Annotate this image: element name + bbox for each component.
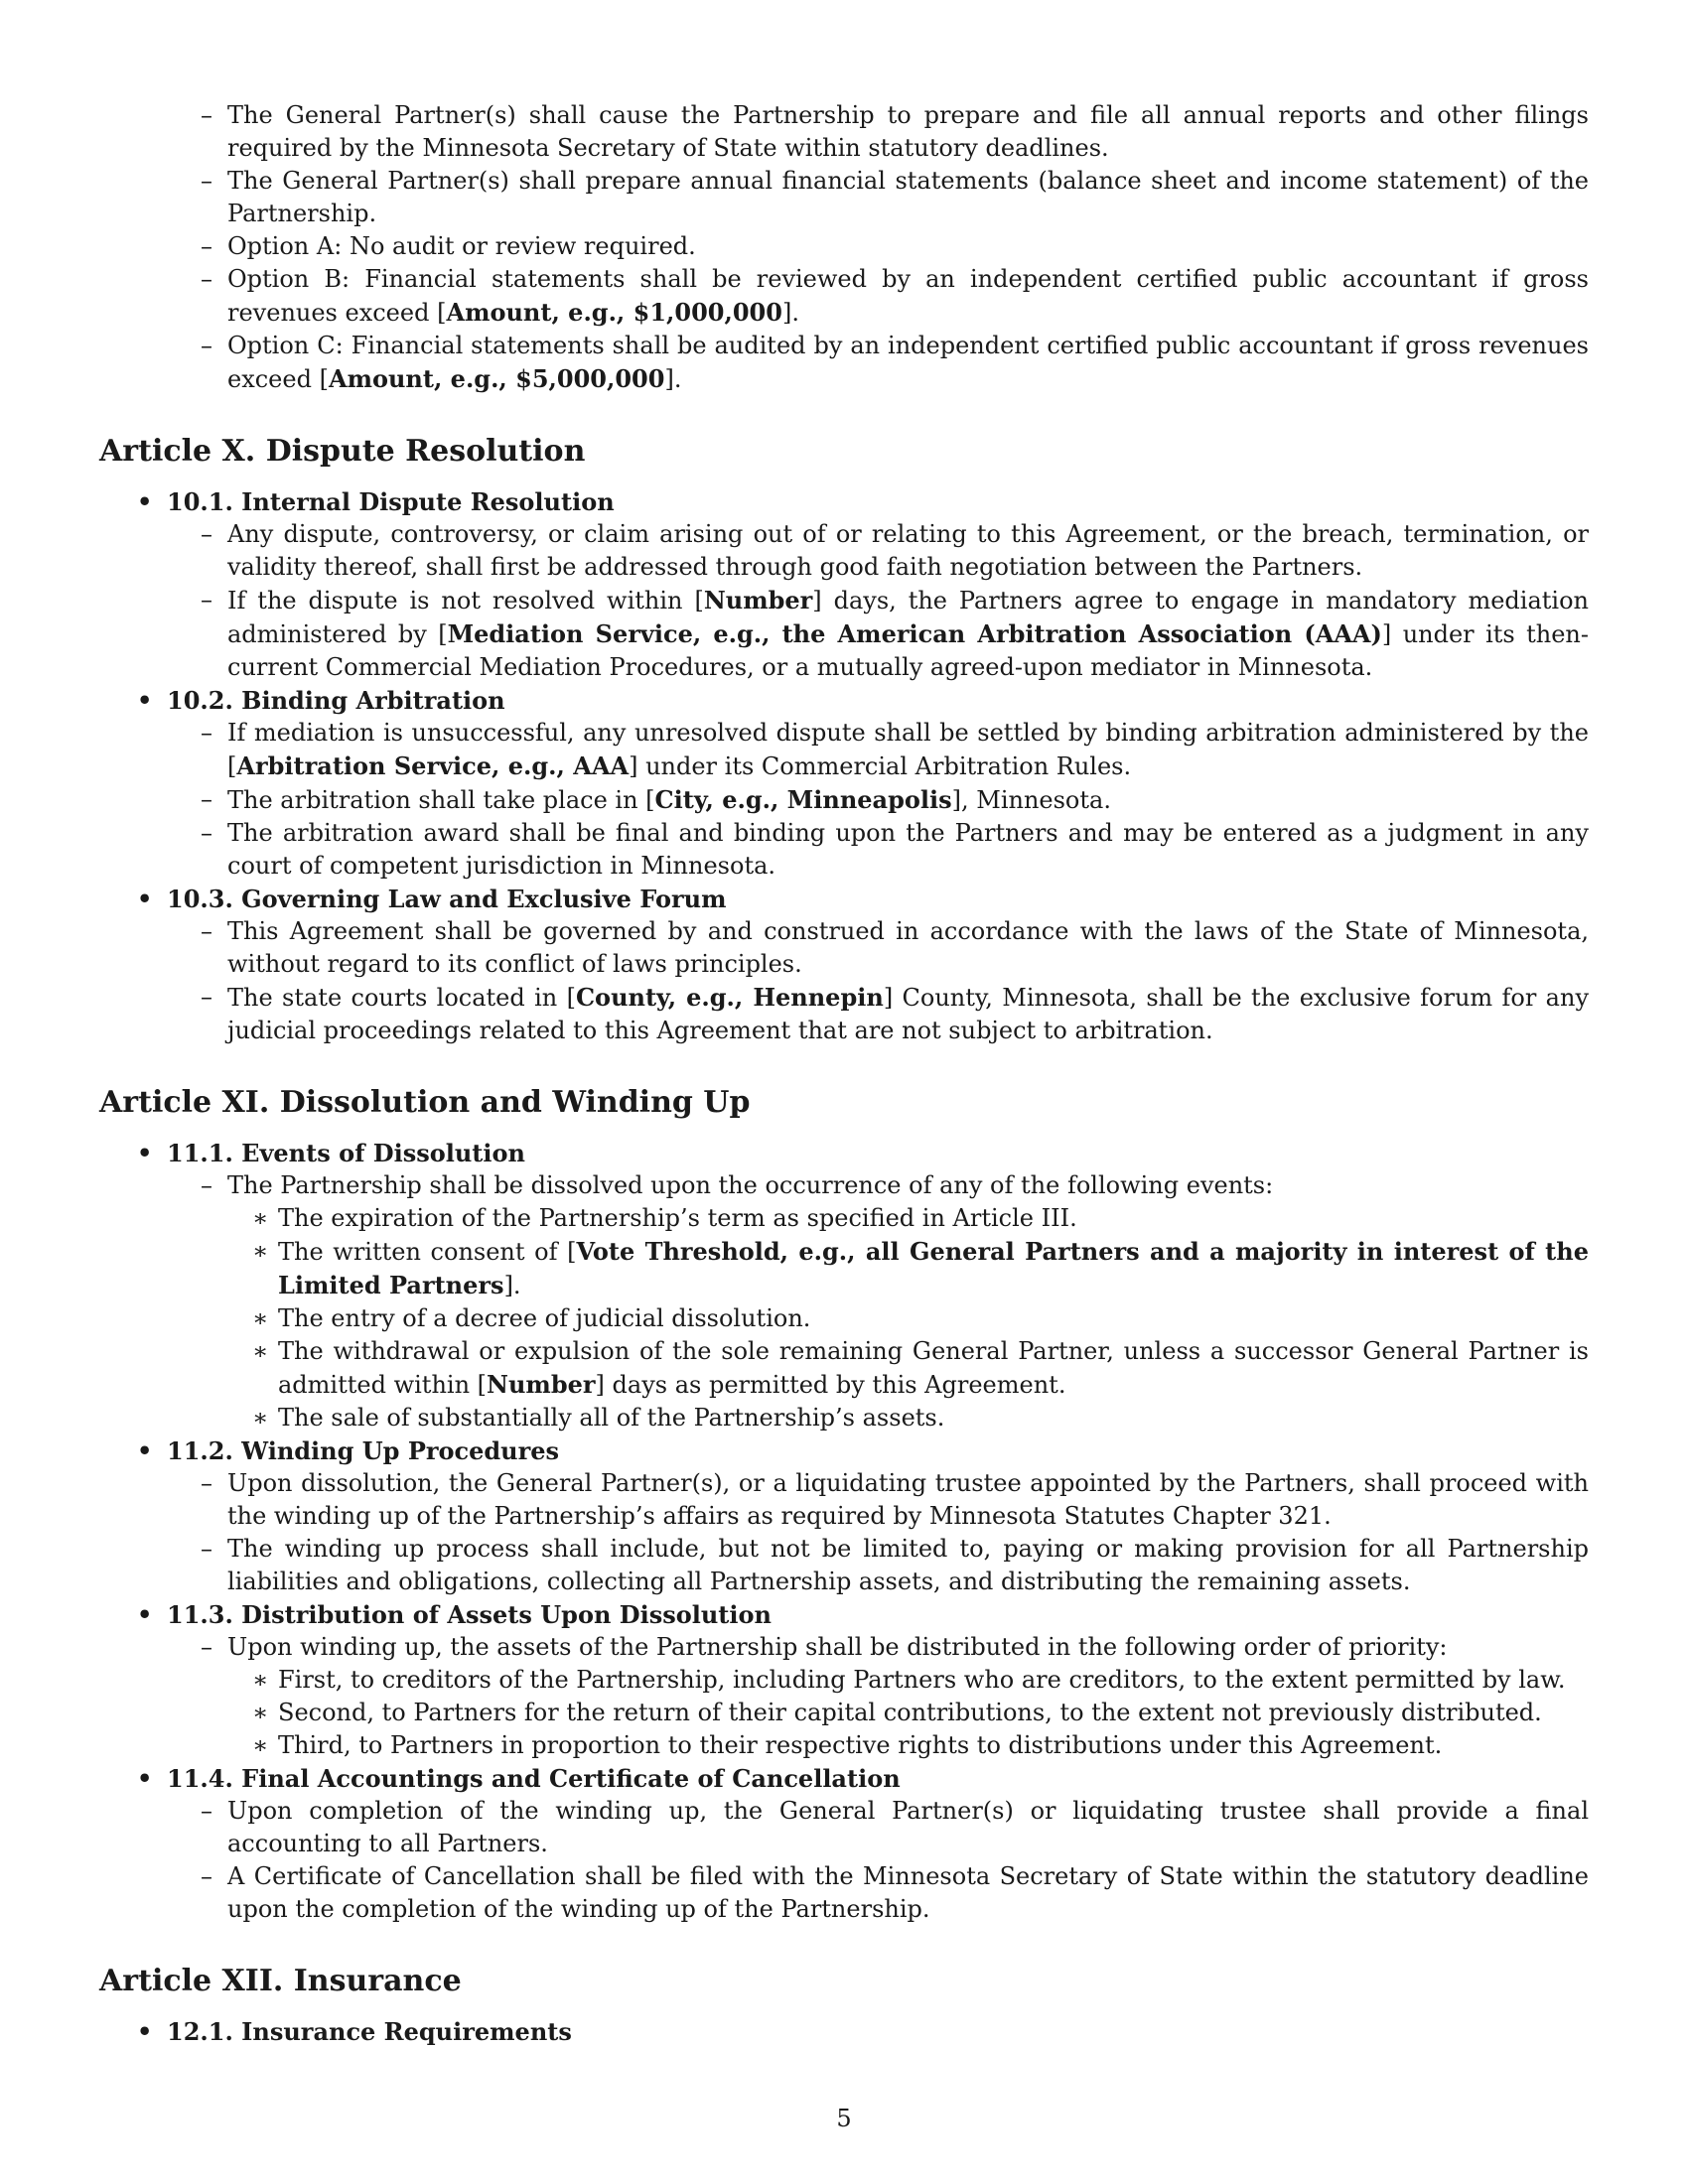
list-item: – Option B: Financial statements shall be reviewed by an independent certified public accountant if gross revenues exceed [Amount, e.g., $1,000,000].	[99, 263, 1589, 330]
list-item: – If the dispute is not resolved within [Number] days, the Partners agree to engage in mandatory mediation administered by [Mediation Service, e.g., the American Arbitration Association (AAA)] under its then-current Commercial Mediation Procedures, or a mutually agreed-upon mediator in Minnesota.	[99, 584, 1589, 684]
article-11-heading: Article XI. Dissolution and Winding Up	[99, 1085, 751, 1120]
list-item: ∗ The withdrawal or expulsion of the sole remaining General Partner, unless a successor General Partner is admitted within [Number] days as permitted by this Agreement.	[99, 1335, 1589, 1402]
list-item: – This Agreement shall be governed by and construed in accordance with the laws of the State of Minnesota, without regard to its conflict of laws principles.	[99, 915, 1589, 981]
list-item: ∗ The entry of a decree of judicial dissolution.	[99, 1302, 1589, 1335]
section-12-1-heading: • 12.1. Insurance Requirements	[99, 2015, 1589, 2048]
list-item: – The General Partner(s) shall cause the Partnership to prepare and file all annual reports and other filings required by the Minnesota Secretary of State within statutory deadlines.	[99, 99, 1589, 165]
article-12-heading: Article XII. Insurance	[99, 1964, 462, 1998]
placeholder-text: Amount, e.g., $5,000,000	[328, 364, 665, 393]
section-11-2-heading: • 11.2. Winding Up Procedures	[99, 1434, 1589, 1467]
document-page	[99, 99, 1589, 2048]
placeholder-text: Arbitration Service, e.g., AAA	[236, 751, 630, 780]
list-item: – The arbitration award shall be final and binding upon the Partners and may be entered as a judgment in any court of competent jurisdiction in Minnesota.	[99, 817, 1589, 883]
intro-list	[99, 99, 1589, 396]
list-item: – The Partnership shall be dissolved upon the occurrence of any of the following events:	[99, 1169, 1589, 1202]
list-item: – The General Partner(s) shall prepare annual financial statements (balance sheet and income statement) of the Partnership.	[99, 165, 1589, 230]
list-item: – A Certificate of Cancellation shall be filed with the Minnesota Secretary of State within the statutory deadline upon the completion of the winding up of the Partnership.	[99, 1860, 1589, 1926]
placeholder-text: Number	[487, 1370, 596, 1399]
section-10-3-list	[99, 915, 1589, 1047]
priority-list	[99, 1664, 1589, 1762]
list-item: ∗ The sale of substantially all of the Partnership’s assets.	[99, 1402, 1589, 1434]
section-10-2-heading: • 10.2. Binding Arbitration	[99, 684, 1589, 717]
placeholder-text: County, e.g., Hennepin	[575, 983, 884, 1012]
placeholder-text: Vote Threshold, e.g., all General Partners and a majority in interest of the Limited Partners	[278, 1237, 1589, 1299]
section-11-2-list	[99, 1467, 1589, 1598]
list-item: ∗ The written consent of [Vote Threshold, e.g., all General Partners and a majority in interest of the Limited Partners].	[99, 1235, 1589, 1302]
list-item: – The state courts located in [County, e.g., Hennepin] County, Minnesota, shall be the exclusive forum for any judicial proceedings related to this Agreement that are not subject to arbitration.	[99, 981, 1589, 1047]
list-item: – The winding up process shall include, but not be limited to, paying or making provision for all Partnership liabilities and obligations, collecting all Partnership assets, and distributing the remaining assets.	[99, 1533, 1589, 1598]
dissolution-events-list	[99, 1202, 1589, 1434]
list-item: ∗ The expiration of the Partnership’s term as specified in Article III.	[99, 1202, 1589, 1235]
page-number: 5	[836, 2105, 852, 2132]
list-item: ∗ Third, to Partners in proportion to their respective rights to distributions under this Agreement.	[99, 1729, 1589, 1762]
section-10-1-heading: • 10.1. Internal Dispute Resolution	[99, 485, 1589, 518]
list-item: ∗ First, to creditors of the Partnership, including Partners who are creditors, to the extent permitted by law.	[99, 1664, 1589, 1697]
section-11-4-list	[99, 1795, 1589, 1926]
section-11-1-heading: • 11.1. Events of Dissolution	[99, 1137, 1589, 1169]
list-item: – Any dispute, controversy, or claim arising out of or relating to this Agreement, or the breach, termination, or validity thereof, shall first be addressed through good faith negotiation between the Partners.	[99, 518, 1589, 584]
section-10-3-heading: • 10.3. Governing Law and Exclusive Forum	[99, 883, 1589, 915]
list-item: – The arbitration shall take place in [City, e.g., Minneapolis], Minnesota.	[99, 783, 1589, 817]
list-item: ∗ Second, to Partners for the return of their capital contributions, to the extent not previously distributed.	[99, 1697, 1589, 1729]
list-item: – Upon winding up, the assets of the Partnership shall be distributed in the following order of priority:	[99, 1631, 1589, 1664]
list-item: – If mediation is unsuccessful, any unresolved dispute shall be settled by binding arbitration administered by the [Arbitration Service, e.g., AAA] under its Commercial Arbitration Rules.	[99, 717, 1589, 783]
placeholder-text: Amount, e.g., $1,000,000	[446, 298, 782, 327]
placeholder-text: Mediation Service, e.g., the American Arbitration Association (AAA)	[447, 619, 1382, 648]
list-item: – Upon dissolution, the General Partner(s), or a liquidating trustee appointed by the Partners, shall proceed with the winding up of the Partnership’s affairs as required by Minnesota Statutes Chapter 321.	[99, 1467, 1589, 1533]
section-11-4-heading: • 11.4. Final Accountings and Certificate of Cancellation	[99, 1762, 1589, 1795]
section-11-3-heading: • 11.3. Distribution of Assets Upon Dissolution	[99, 1598, 1589, 1631]
list-item: – Option A: No audit or review required.	[99, 230, 1589, 263]
placeholder-text: Number	[703, 586, 813, 614]
placeholder-text: City, e.g., Minneapolis	[654, 785, 952, 814]
list-item: – Upon completion of the winding up, the General Partner(s) or liquidating trustee shall provide a final accounting to all Partners.	[99, 1795, 1589, 1860]
article-10-heading: Article X. Dispute Resolution	[99, 434, 586, 469]
section-11-1-list	[99, 1169, 1589, 1202]
section-11-3-list	[99, 1631, 1589, 1664]
section-10-2-list	[99, 717, 1589, 883]
section-10-1-list	[99, 518, 1589, 684]
list-item: – Option C: Financial statements shall be audited by an independent certified public accountant if gross revenues exceed [Amount, e.g., $5,000,000].	[99, 330, 1589, 396]
